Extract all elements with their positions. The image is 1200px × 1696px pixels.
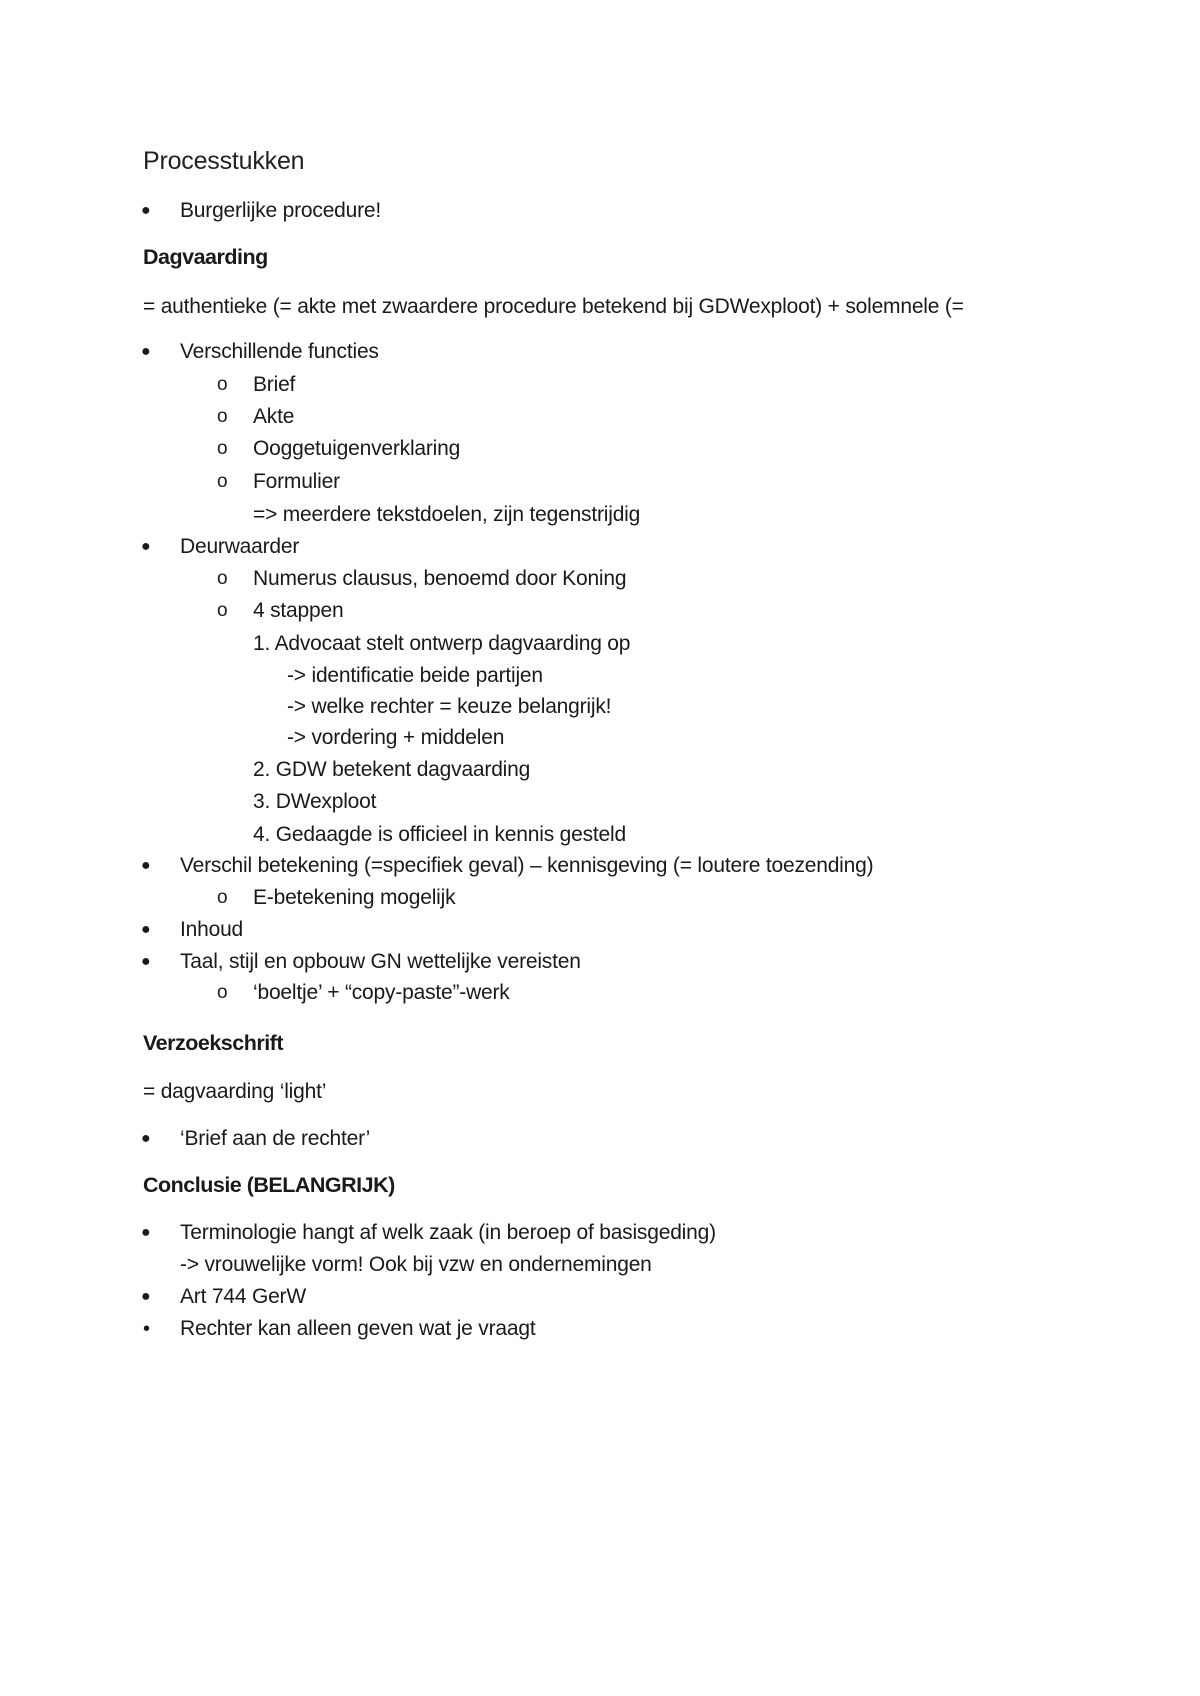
bullet-icon: ● xyxy=(141,202,151,219)
circle-bullet-icon: o xyxy=(217,568,228,589)
step-item: 2. GDW betekent dagvaarding xyxy=(253,758,531,781)
note-text: => meerdere tekstdoelen, zijn tegenstrijdig xyxy=(253,503,641,526)
step-item: 1. Advocaat stelt ontwerp dagvaarding op xyxy=(253,632,631,655)
definition-text: = authentieke (= akte met zwaardere procedure betekend bij GDWexploot) + solemnele (= xyxy=(143,295,964,318)
step-detail: -> welke rechter = keuze belangrijk! xyxy=(287,695,612,718)
list-item-text: ‘Brief aan de rechter’ xyxy=(180,1127,371,1150)
bullet-icon: ● xyxy=(141,538,151,555)
page-title: Processtukken xyxy=(143,147,305,175)
sub-list-item-text: 4 stappen xyxy=(253,599,344,622)
sub-list-item-text: Brief xyxy=(253,373,296,396)
bullet-icon: ● xyxy=(141,857,151,874)
circle-bullet-icon: o xyxy=(217,471,228,492)
step-item: 4. Gedaagde is officieel in kennis gesteld xyxy=(253,823,626,846)
list-item-text: Deurwaarder xyxy=(180,535,300,558)
circle-bullet-icon: o xyxy=(217,438,228,459)
section-heading-dagvaarding: Dagvaarding xyxy=(143,245,268,269)
sub-list-item-text: Formulier xyxy=(253,470,340,493)
circle-bullet-icon: o xyxy=(217,887,228,908)
list-item-text: Taal, stijl en opbouw GN wettelijke vereisten xyxy=(180,950,581,973)
sub-list-item-text: ‘boeltje’ + “copy-paste”-werk xyxy=(253,981,510,1004)
list-item-text: Inhoud xyxy=(180,918,244,941)
list-item-text: Verschil betekening (=specifiek geval) – kennisgeving (= loutere toezending) xyxy=(180,854,874,877)
bullet-icon: ● xyxy=(141,953,151,970)
step-detail: -> vordering + middelen xyxy=(287,726,505,749)
definition-text: = dagvaarding ‘light’ xyxy=(143,1080,327,1103)
circle-bullet-icon: o xyxy=(217,374,228,395)
section-heading-conclusie: Conclusie (BELANGRIJK) xyxy=(143,1173,395,1197)
circle-bullet-icon: o xyxy=(217,982,228,1003)
list-item-text: Burgerlijke procedure! xyxy=(180,199,382,222)
bullet-icon: ● xyxy=(141,1288,151,1305)
list-item-text: Verschillende functies xyxy=(180,340,379,363)
bullet-icon: ● xyxy=(141,921,151,938)
continuation-text: -> vrouwelijke vorm! Ook bij vzw en ondernemingen xyxy=(180,1253,652,1276)
list-item-text: Rechter kan alleen geven wat je vraagt xyxy=(180,1317,536,1340)
step-item: 3. DWexploot xyxy=(253,790,377,813)
step-detail: -> identificatie beide partijen xyxy=(287,664,543,687)
section-heading-verzoekschrift: Verzoekschrift xyxy=(143,1031,283,1055)
bullet-icon: • xyxy=(143,1318,150,1340)
sub-list-item-text: E-betekening mogelijk xyxy=(253,886,456,909)
sub-list-item-text: Numerus clausus, benoemd door Koning xyxy=(253,567,627,590)
bullet-icon: ● xyxy=(141,1130,151,1147)
list-item-text: Art 744 GerW xyxy=(180,1285,306,1308)
bullet-icon: ● xyxy=(141,1224,151,1241)
circle-bullet-icon: o xyxy=(217,406,228,427)
bullet-icon: ● xyxy=(141,343,151,360)
circle-bullet-icon: o xyxy=(217,600,228,621)
sub-list-item-text: Ooggetuigenverklaring xyxy=(253,437,461,460)
list-item-text: Terminologie hangt af welk zaak (in beroep of basisgeding) xyxy=(180,1221,716,1244)
sub-list-item-text: Akte xyxy=(253,405,295,428)
